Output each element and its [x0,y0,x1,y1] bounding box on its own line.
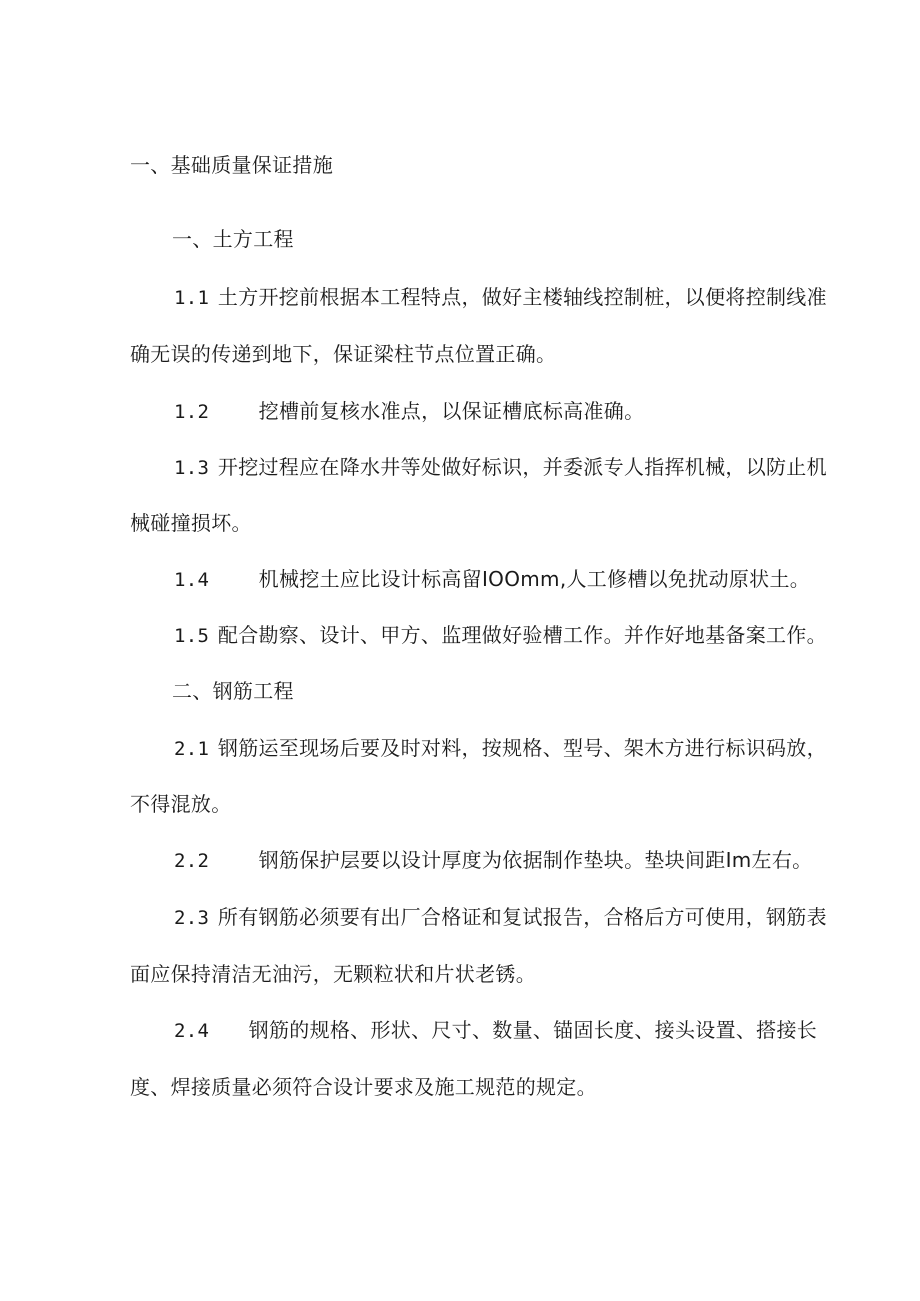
item-number: 1.3 [174,457,210,479]
item-text: 土方开挖前根据本工程特点，做好主楼轴线控制桩，以便将控制线准 [217,285,827,309]
list-item [174,1016,817,1045]
item-number: 2.3 [174,907,210,929]
list-item [174,621,827,650]
item-text: 钢筋的规格、形状、尺寸、数量、锚固长度、接头设置、搭接长 [248,1018,818,1042]
item-text: 钢筋运至现场后要及时对料，按规格、型号、架木方进行标识码放， [217,736,827,760]
section-heading: 一、土方工程 [172,227,294,251]
document-title: 一、基础质量保证措施 [130,153,333,177]
item-number: 2.4 [174,1020,210,1042]
item-text-continued: 度、焊接质量必须符合设计要求及施工规范的规定。 [130,1075,597,1099]
item-number: 1.1 [174,287,210,309]
list-item [174,565,810,594]
list-item [174,283,827,312]
list-item [174,397,644,426]
item-text: 钢筋保护层要以设计厚度为依据制作垫块。垫块间距Im左右。 [258,848,813,872]
item-text-continued: 确无误的传递到地下，保证梁柱节点位置正确。 [130,342,557,366]
section-heading: 二、钢筋工程 [172,679,294,703]
list-item [174,453,827,482]
item-text-continued: 械碰撞损坏。 [130,511,252,535]
item-text: 开挖过程应在降水井等处做好标识，并委派专人指挥机械，以防止机 [217,455,827,479]
item-number: 2.1 [174,738,210,760]
item-text: 配合勘察、设计、甲方、监理做好验槽工作。并作好地基备案工作。 [217,623,827,647]
list-item [174,846,812,875]
item-text: 机械挖土应比设计标高留IOOmm,人工修槽以免扰动原状土。 [258,567,811,591]
item-number: 1.5 [174,625,210,647]
item-text-continued: 不得混放。 [130,792,232,816]
item-number: 1.4 [174,569,210,591]
item-text: 所有钢筋必须要有出厂合格证和复试报告，合格后方可使用，钢筋表 [217,905,827,929]
item-text: 挖槽前复核水准点，以保证槽底标高准确。 [258,399,645,423]
list-item [174,903,827,932]
item-number: 2.2 [174,850,210,872]
item-number: 1.2 [174,401,210,423]
item-text-continued: 面应保持清洁无油污，无颗粒状和片状老锈。 [130,962,536,986]
list-item [174,734,827,763]
